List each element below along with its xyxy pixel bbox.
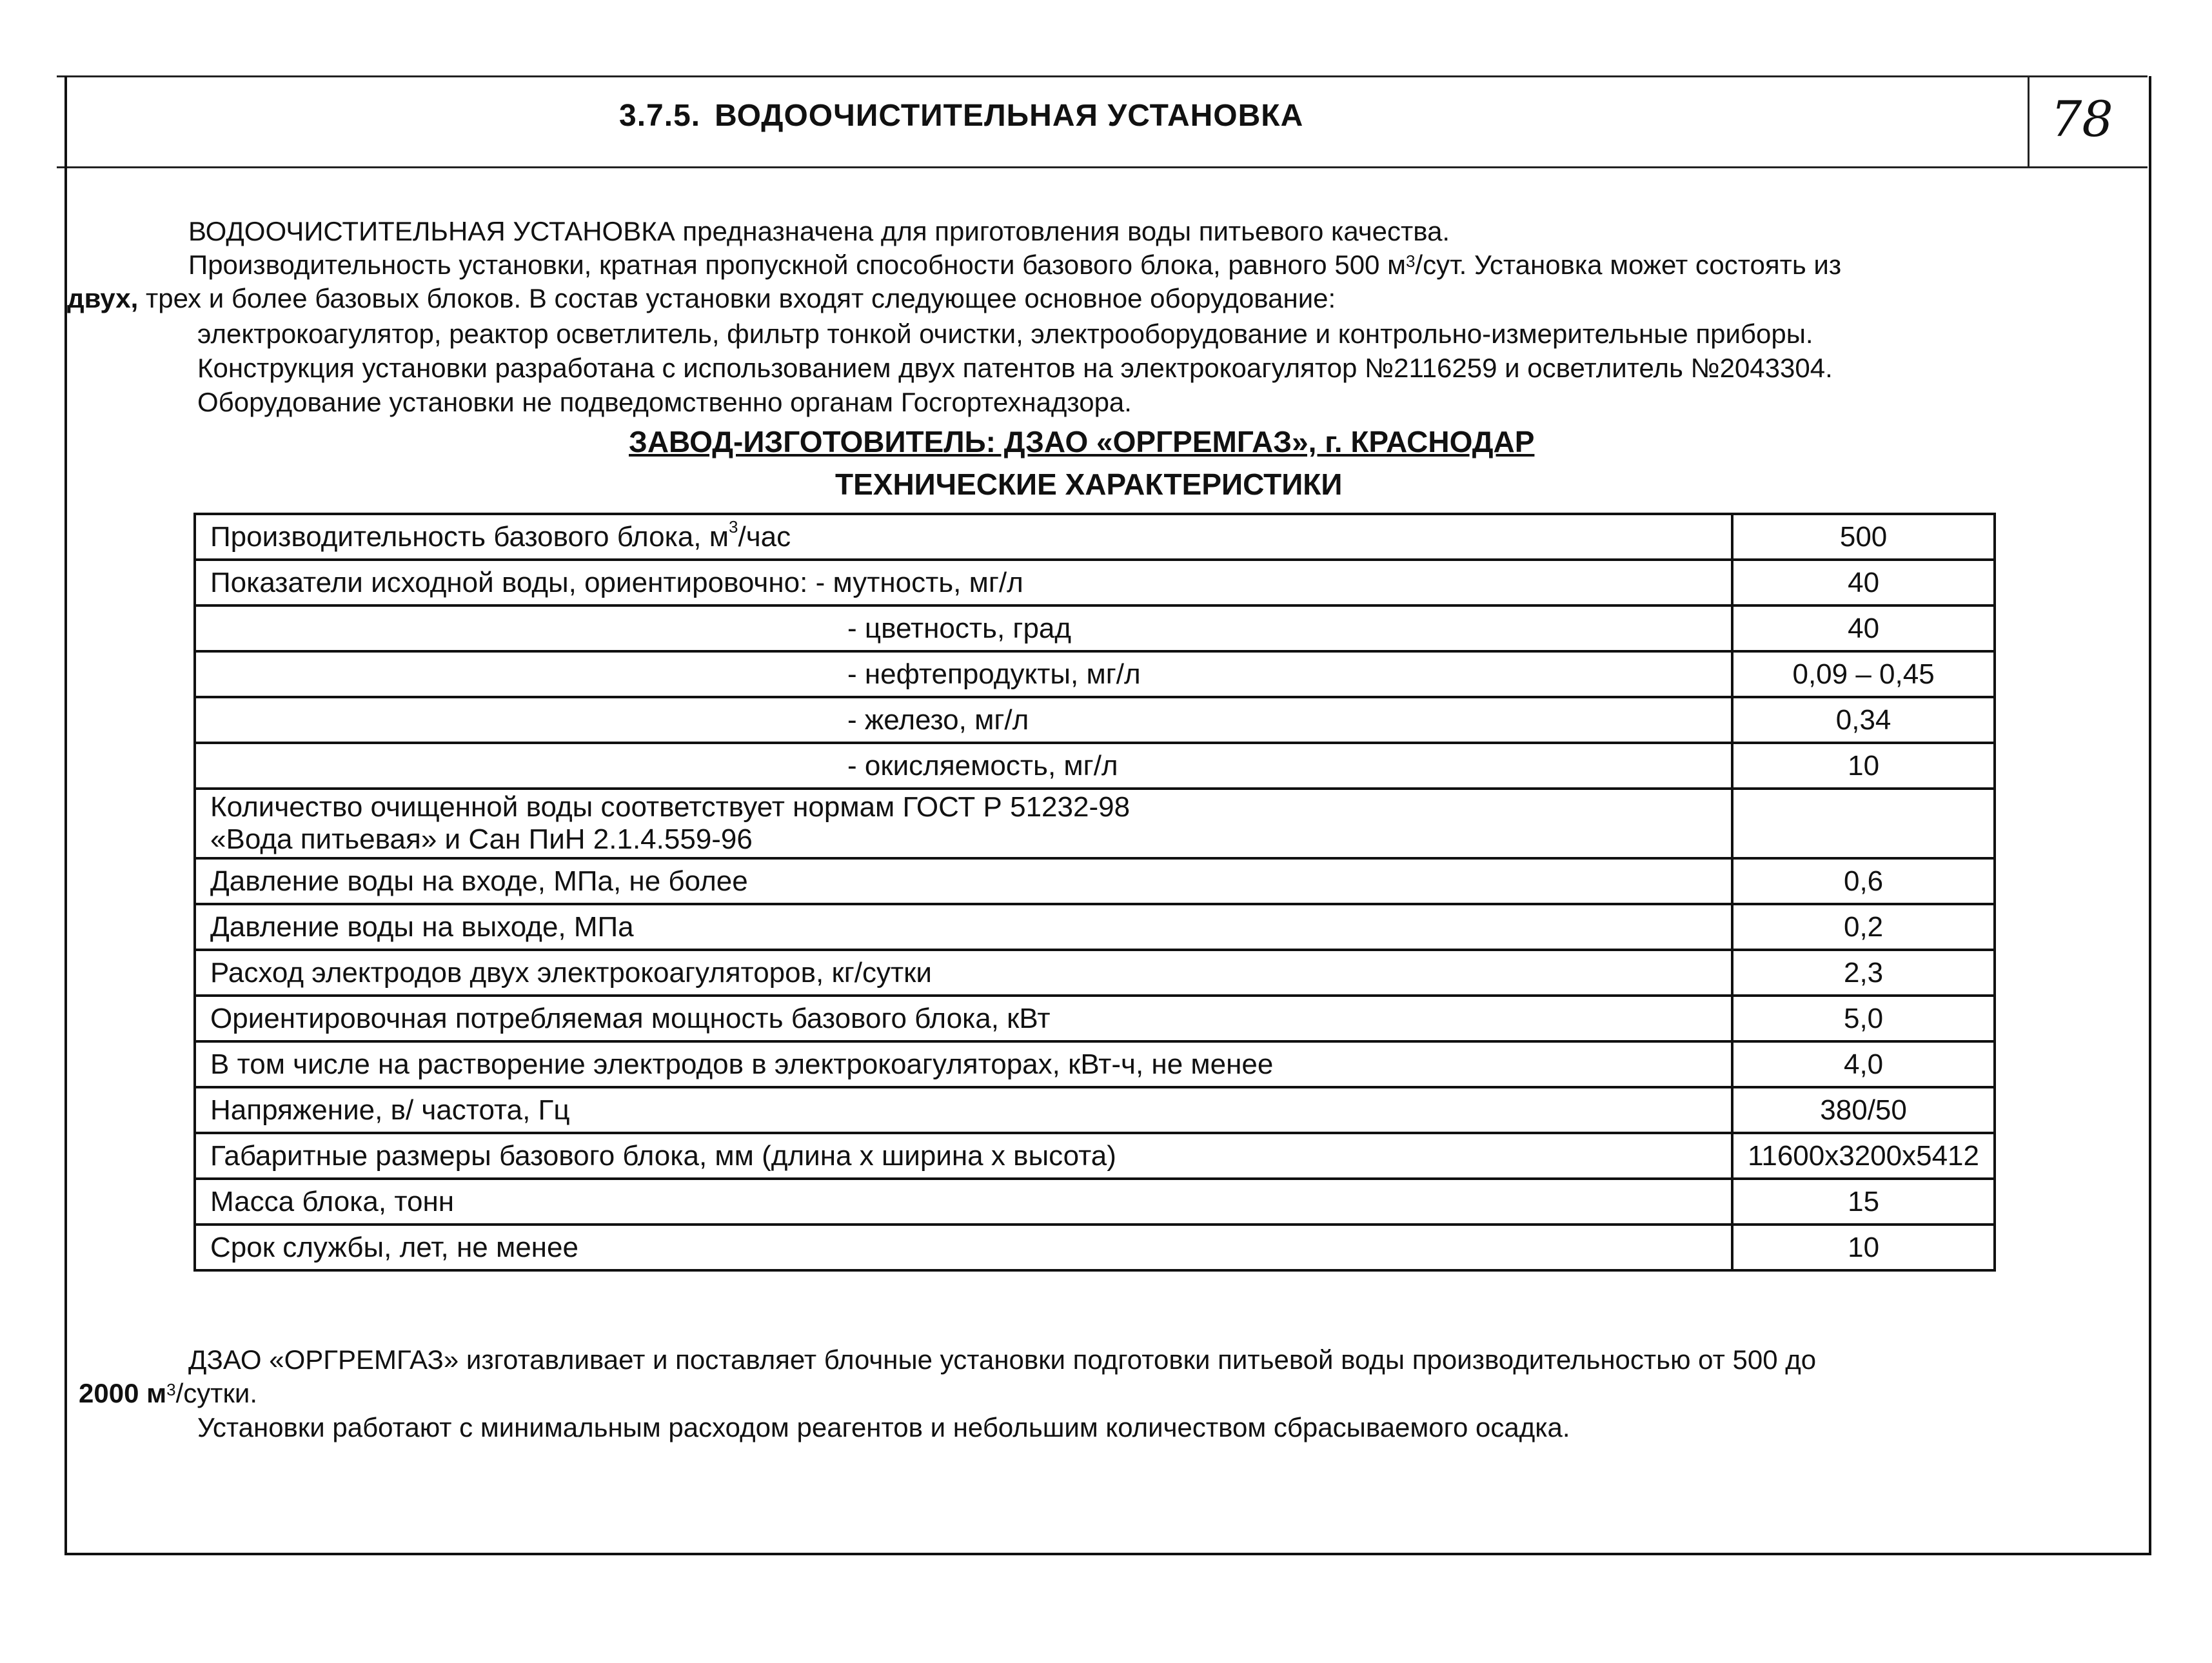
table-row (195, 1087, 1995, 1133)
spec-param (195, 789, 1732, 858)
spec-value: 40 (1732, 605, 1995, 651)
footer-line-3: Установки работают с минимальным расходом реагентов и небольшим количеством сбрасываемого осадка. (197, 1412, 1570, 1442)
section-title (619, 98, 1303, 133)
spec-param: - цветность, град (195, 605, 1732, 651)
spec-param: Расход электродов двух электрокоагуляторов, кг/сутки (195, 950, 1732, 996)
table-row (195, 560, 1995, 605)
spec-value: 2,3 (1732, 950, 1995, 996)
spec-param-line-1: Количество очищенной воды соответствует нормам ГОСТ Р 51232-98 (210, 791, 1131, 823)
spec-param: Давление воды на выходе, МПа (195, 904, 1732, 950)
spec-value: 10 (1732, 1225, 1995, 1270)
spec-param (195, 514, 1732, 560)
spec-value: 0,09 – 0,45 (1732, 651, 1995, 697)
table-row (195, 651, 1995, 697)
spec-param: Ориентировочная потребляемая мощность базового блока, кВт (195, 996, 1732, 1041)
table-row (195, 743, 1995, 789)
spec-param: Напряжение, в/ частота, Гц (195, 1087, 1732, 1133)
spec-value: 0,2 (1732, 904, 1995, 950)
table-row (195, 514, 1995, 560)
table-row (195, 858, 1995, 904)
spec-param-text: Производительность базового блока, м (210, 520, 729, 553)
intro-line-4: электрокоагулятор, реактор осветлитель, фильтр тонкой очистки, электрооборудование и контрольно-измерительные приборы. (197, 319, 1813, 349)
intro-line-2 (188, 248, 1841, 282)
spec-param: Показатели исходной воды, ориентировочно: - мутность, мг/л (195, 560, 1732, 605)
table-row (195, 1041, 1995, 1087)
footer-line-2-rest: /сутки. (175, 1378, 258, 1408)
spec-value: 0,34 (1732, 697, 1995, 743)
table-row (195, 904, 1995, 950)
intro-line-2-tail: /сут. Установка может состоять из (1415, 250, 1842, 280)
spec-value: 5,0 (1732, 996, 1995, 1041)
table-row (195, 950, 1995, 996)
spec-value: 0,6 (1732, 858, 1995, 904)
table-row (195, 996, 1995, 1041)
intro-line-2-sup: 3 (1405, 251, 1416, 271)
page-number: 78 (2051, 90, 2113, 148)
spec-param-tail: /час (738, 520, 791, 553)
spec-value: 10 (1732, 743, 1995, 789)
spec-param: - окисляемость, мг/л (195, 743, 1732, 789)
spec-value: 40 (1732, 560, 1995, 605)
intro-line-3 (67, 282, 1336, 315)
spec-param: Срок службы, лет, не менее (195, 1225, 1732, 1270)
footer-line-2-sup: 3 (166, 1380, 176, 1399)
footer-line-2-bold: 2000 м (79, 1378, 167, 1408)
intro-line-2-text: Производительность установки, кратная пропускной способности базового блока, равного 500 м (188, 250, 1406, 280)
spec-param: Масса блока, тонн (195, 1179, 1732, 1225)
spec-param-sup: 3 (729, 517, 738, 536)
section-number: 3.7.5. (619, 99, 701, 133)
spec-param: - нефтепродукты, мг/л (195, 651, 1732, 697)
spec-value: 15 (1732, 1179, 1995, 1225)
spec-value: 4,0 (1732, 1041, 1995, 1087)
table-row (195, 1133, 1995, 1179)
spec-value: 500 (1732, 514, 1995, 560)
intro-line-6: Оборудование установки не подведомственно органам Госгортехнадзора. (197, 387, 1132, 417)
intro-line-3-bold: двух, (67, 283, 139, 313)
spec-value: 380/50 (1732, 1087, 1995, 1133)
spec-param: В том числе на растворение электродов в электрокоагуляторах, кВт-ч, не менее (195, 1041, 1732, 1087)
spec-value: 11600х3200х5412 (1732, 1133, 1995, 1179)
manufacturer-heading: ЗАВОД-ИЗГОТОВИТЕЛЬ: ДЗАО «ОРГРЕМГАЗ», г. КРАСНОДАР (629, 425, 1535, 458)
specs-table (193, 513, 1996, 1272)
intro-line-3-rest: трех и более базовых блоков. В состав установки входят следующее основное оборудование: (138, 283, 1336, 313)
table-row (195, 789, 1995, 858)
spec-value (1732, 789, 1995, 858)
table-row (195, 1179, 1995, 1225)
intro-line-5: Конструкция установки разработана с использованием двух патентов на электрокоагулятор №2116259 и осветлитель №2043304. (197, 353, 1833, 383)
footer-line-2 (79, 1377, 257, 1410)
spec-param: Габаритные размеры базового блока, мм (длина х ширина х высота) (195, 1133, 1732, 1179)
spec-param: - железо, мг/л (195, 697, 1732, 743)
footer-line-1: ДЗАО «ОРГРЕМГАЗ» изготавливает и поставляет блочные установки подготовки питьевой воды производительностью от 500 до (188, 1344, 1817, 1375)
spec-param-line-2: «Вода питьевая» и Сан ПиН 2.1.4.559-96 (210, 823, 753, 855)
specs-heading: ТЕХНИЧЕСКИЕ ХАРАКТЕРИСТИКИ (835, 467, 1343, 501)
spec-param: Давление воды на входе, МПа, не более (195, 858, 1732, 904)
table-row (195, 605, 1995, 651)
section-title-text: ВОДООЧИСТИТЕЛЬНАЯ УСТАНОВКА (715, 99, 1304, 133)
intro-line-1: ВОДООЧИСТИТЕЛЬНАЯ УСТАНОВКА предназначена для приготовления воды питьевого качества. (188, 216, 1450, 246)
table-row (195, 1225, 1995, 1270)
table-row (195, 697, 1995, 743)
